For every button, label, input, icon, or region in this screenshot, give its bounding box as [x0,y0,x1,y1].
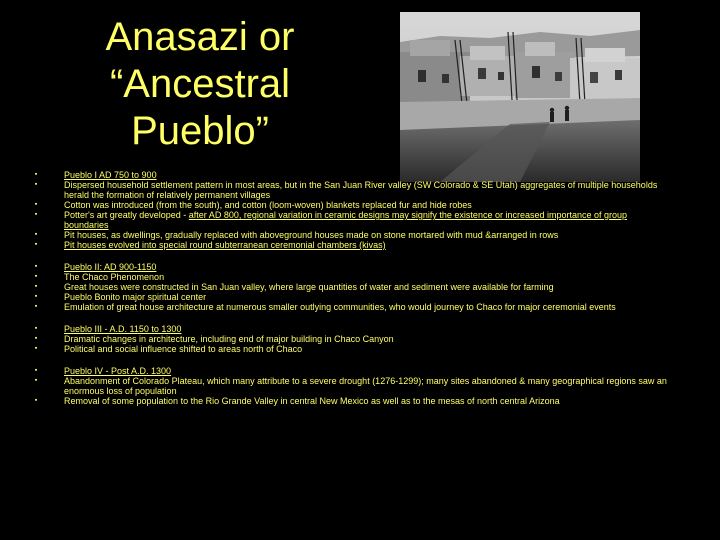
bullet-icon: ▪ [34,303,38,310]
bullet-item [32,230,672,240]
title-line-3: Pueblo” [131,109,269,153]
bullet-item [32,262,672,272]
bullet-text: Cotton was introduced (from the south), and cotton (loom-woven) blankets replaced fur and hide robes [64,200,472,210]
bullet-item [32,240,672,250]
pueblo-photograph [400,12,640,182]
bullet-item [32,366,672,376]
bullet-item [32,302,672,312]
bullet-icon: ▪ [34,171,38,178]
period-heading: Pueblo IV - Post A.D. 1300 [64,366,172,376]
bullet-icon: ▪ [34,335,38,342]
bullet-text: The Chaco Phenomenon [64,272,165,282]
bullet-text: Potter's art greatly developed - [64,210,189,220]
bullet-item [32,344,672,354]
period-heading: Pueblo I AD 750 to 900 [64,170,157,180]
bullet-icon: ▪ [34,231,38,238]
bullet-text: Dramatic changes in architecture, including end of major building in Chaco Canyon [64,334,394,344]
bullet-item [32,282,672,292]
bullet-icon: ▪ [34,241,38,248]
bullet-icon: ▪ [34,367,38,374]
bullet-item [32,292,672,302]
bullet-text: Emulation of great house architecture at numerous smaller outlying communities, who would journey to Chaco for major ceremonial events [64,302,616,312]
bullet-item [32,396,672,406]
period-heading: Pueblo III - A.D. 1150 to 1300 [64,324,182,334]
bullet-item [32,334,672,344]
slide-title [60,14,340,155]
bullet-item [32,210,672,230]
bullet-icon: ▪ [34,263,38,270]
bullet-item [32,200,672,210]
bullet-group [32,324,672,354]
bullet-text: Great houses were constructed in San Juan valley, where large quantities of water and sediment were available for farming [64,282,554,292]
bullet-icon: ▪ [34,273,38,280]
period-heading: Pueblo II: AD 900-1150 [64,262,157,272]
bullet-text: Removal of some population to the Rio Grande Valley in central New Mexico as well as to the mesas of north central Arizona [64,396,560,406]
bullet-text-underlined: Pit houses evolved into special round subterranean ceremonial chambers (kivas) [64,240,386,250]
bullet-icon: ▪ [34,377,38,384]
bullet-group [32,170,672,250]
bullet-text: Pueblo Bonito major spiritual center [64,292,207,302]
bullet-icon: ▪ [34,283,38,290]
pueblo-photograph-image [400,12,640,182]
bullet-item [32,376,672,396]
bullet-text: Abandonment of Colorado Plateau, which many attribute to a severe drought (1276-1299); many sites abandoned & many geographical regions saw an enormous loss of population [64,376,667,396]
bullet-item [32,170,672,180]
bullet-icon: ▪ [34,345,38,352]
bullet-icon: ▪ [34,293,38,300]
bullet-group [32,262,672,312]
bullet-group [32,366,672,406]
bullet-text: Political and social influence shifted to areas north of Chaco [64,344,303,354]
bullet-text: Dispersed household settlement pattern in most areas, but in the San Juan River valley (SW Colorado & SE Utah) aggregates of multiple households herald the formation of relatively permanent villages [64,180,658,200]
bullet-icon: ▪ [34,201,38,208]
slide-body [32,170,672,406]
title-line-2: “Ancestral [109,62,291,106]
bullet-item [32,272,672,282]
bullet-icon: ▪ [34,397,38,404]
bullet-icon: ▪ [34,325,38,332]
bullet-text-underlined: after AD 800, regional variation in ceramic designs may signify the existence or increased importance of group boundaries [64,210,628,230]
bullet-icon: ▪ [34,181,38,188]
bullet-icon: ▪ [34,211,38,218]
bullet-item [32,324,672,334]
bullet-text: Pit houses, as dwellings, gradually replaced with aboveground houses made on stone mortared with mud &arranged in rows [64,230,559,240]
title-line-1: Anasazi or [105,15,295,59]
bullet-item [32,180,672,200]
